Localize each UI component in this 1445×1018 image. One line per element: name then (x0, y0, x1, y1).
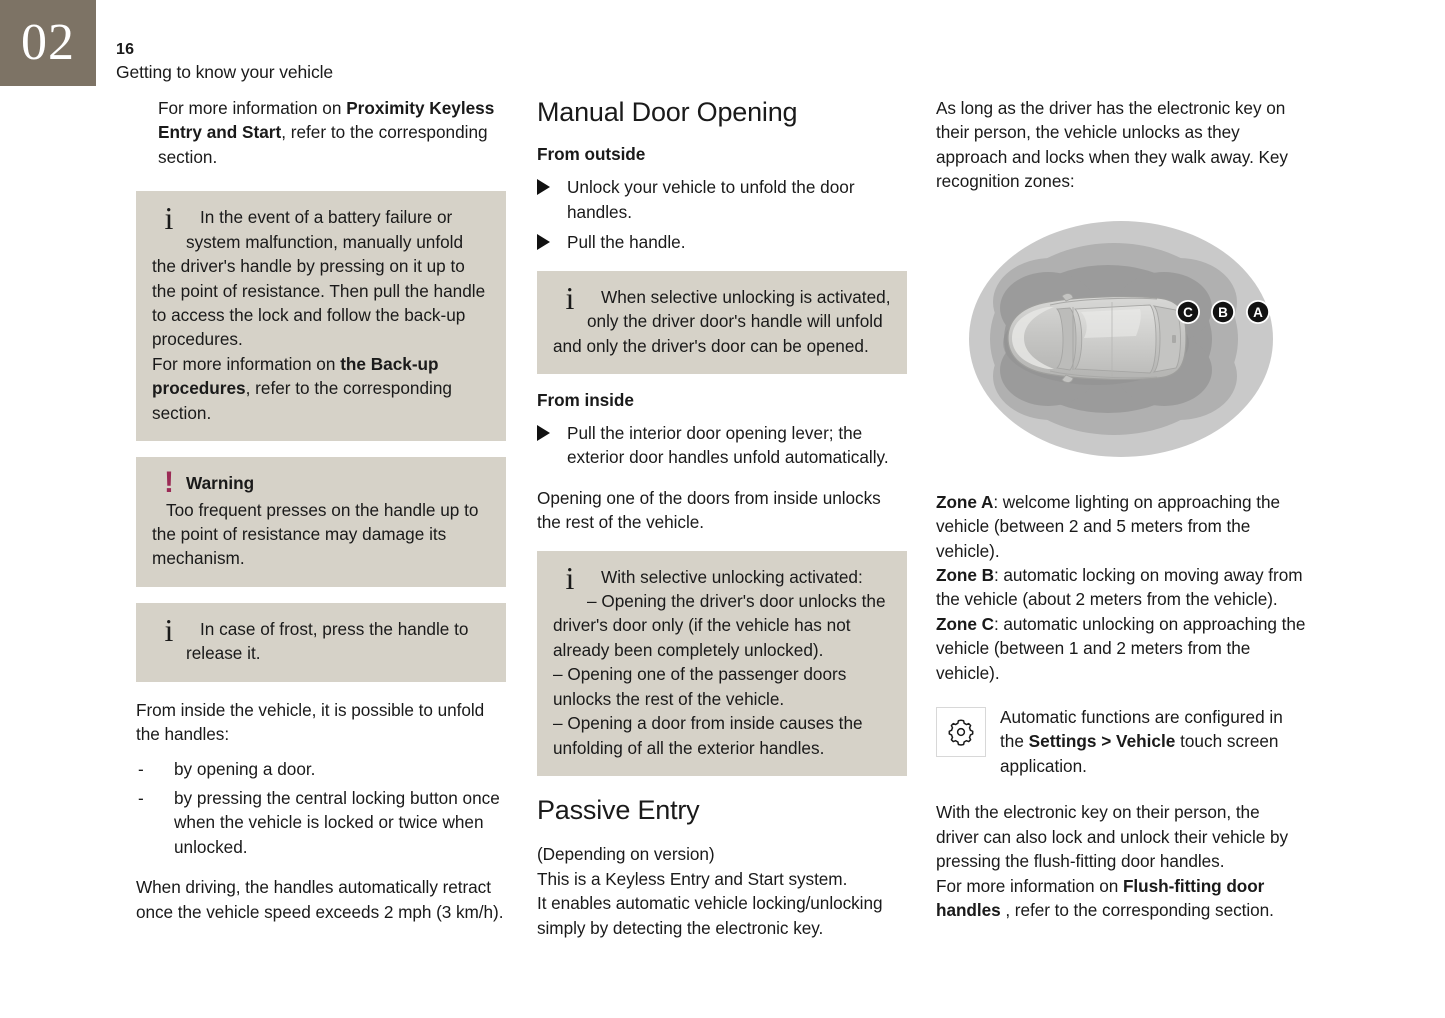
closing-text-2-prefix: For more information on (936, 875, 1123, 896)
settings-tip (936, 705, 1306, 778)
unfold-methods-list (136, 757, 506, 860)
info-callout-text-2-prefix: For more information on (152, 353, 341, 374)
info-callout-frost (136, 603, 506, 682)
vehicle-illustration (1003, 293, 1189, 384)
info-callout-frost-body: In case of frost, press the handle to release it. (186, 618, 469, 664)
closing-paragraph-left: When driving, the handles automatically retract once the vehicle speed exceeds 2 mph (3 km/h). (136, 877, 504, 922)
info-callout-text-2-bold: the Back-up procedures (152, 353, 439, 399)
info-callout-body (152, 200, 490, 425)
list-item (136, 757, 506, 781)
closing-text-2-bold: Flush-fitting door handles (936, 875, 1265, 921)
subheading-from-inside: From inside (537, 389, 634, 410)
intro-paragraph (136, 96, 506, 169)
passive-entry-line-3: It enables automatic vehicle locking/unlocking simply by detecting the electronic key. (537, 893, 883, 938)
zone-c-text: : automatic unlocking on approaching the vehicle (between 1 and 2 meters from the vehicle). (936, 613, 1306, 683)
from-inside-paragraph: Opening one of the doors from inside unlocks the rest of the vehicle. (537, 487, 881, 533)
from-inside-steps (537, 421, 907, 470)
zone-descriptions (936, 490, 1306, 685)
triangle-bullet-icon (537, 179, 550, 195)
info-callout-inside-body (553, 559, 891, 760)
list-item (537, 421, 907, 470)
settings-tip-suffix: touch screen application. (1000, 731, 1279, 776)
unfold-intro-paragraph: From inside the vehicle, it is possible to unfold the handles: (136, 699, 485, 745)
info-callout-selective-unlocking-inside (537, 551, 907, 776)
dash-bullet: - (138, 758, 144, 779)
info-icon: i (565, 279, 575, 316)
key-recognition-zones-diagram (936, 210, 1306, 468)
info-callout-text-1: In the event of a battery failure or system malfunction, manually unfold the driver's handle by pressing on it up to the point of resistance. Then pull the handle to access the lock and follow the back-up procedures. (152, 207, 486, 350)
list-item (537, 230, 907, 254)
page-header (116, 40, 536, 85)
warning-title: Warning (186, 473, 255, 494)
warning-exclamation-icon: ! (164, 466, 174, 500)
closing-text-2-suffix: , refer to the corresponding section. (1000, 900, 1274, 921)
zone-badge-c (1176, 300, 1200, 324)
intro-bold: Proximity Keyless Entry and Start (158, 98, 495, 143)
middle-column (537, 96, 907, 956)
settings-tip-bold: Settings > Vehicle (1028, 731, 1176, 752)
triangle-bullet-icon (537, 234, 550, 250)
zone-c-label: Zone C (936, 613, 994, 634)
gear-icon-box (936, 707, 986, 757)
info-icon: i (565, 559, 575, 596)
passive-entry-line-1: (Depending on version) (537, 844, 715, 865)
settings-tip-prefix: Automatic functions are configured in the (1000, 707, 1283, 752)
zone-b-label: Zone B (936, 564, 994, 585)
settings-tip-text (1000, 705, 1306, 778)
info-callout-text-2-suffix: , refer to the corresponding section. (152, 378, 452, 423)
info-callout-selective-unlocking-outside (537, 271, 907, 374)
info-inside-line-1: – Opening the driver's door unlocks the driver's door only (if the vehicle has not already been completely unlocked). (553, 591, 886, 660)
zone-b-text: : automatic locking on moving away from the vehicle (about 2 meters from the vehicle). (936, 564, 1303, 610)
from-outside-steps (537, 175, 907, 254)
passive-entry-line-2: This is a Keyless Entry and Start system. (537, 868, 848, 889)
intro-prefix: For more information on (158, 98, 347, 118)
chapter-number-tab (0, 0, 96, 86)
info-callout-outside-body: When selective unlocking is activated, only the driver door's handle will unfold and only the driver's door can be opened. (553, 286, 891, 356)
info-callout-battery-failure (136, 191, 506, 441)
list-item-label: Pull the interior door opening lever; the exterior door handles unfold automatically. (567, 422, 889, 468)
closing-text-1: With the electronic key on their person, the driver can also lock and unlock their vehicle by pressing the flush-fitting door handles. (936, 802, 1289, 872)
list-item-label: Pull the handle. (567, 232, 686, 253)
list-item (136, 786, 506, 859)
warning-callout (136, 457, 506, 587)
page-number: 16 (116, 41, 135, 58)
section-title-manual-door-opening: Manual Door Opening (537, 97, 798, 127)
intro-suffix: , refer to the corresponding section. (158, 122, 488, 167)
passive-entry-paragraph (537, 842, 907, 940)
zone-badge-b (1211, 300, 1235, 324)
right-intro-paragraph: As long as the driver has the electronic key on their person, the vehicle unlocks as they approach and locks when they walk away. Key recognition zones: (936, 98, 1288, 192)
info-icon: i (164, 611, 174, 648)
closing-paragraph-right (936, 800, 1306, 922)
section-title-passive-entry: Passive Entry (537, 794, 700, 825)
info-inside-intro: With selective unlocking activated: (601, 566, 863, 587)
triangle-bullet-icon (537, 425, 550, 441)
zone-badge-a (1246, 300, 1270, 324)
info-inside-line-3: – Opening a door from inside causes the unfolding of all the exterior handles. (553, 713, 863, 758)
svg-text:C: C (1183, 304, 1193, 320)
zone-a-label: Zone A (936, 491, 994, 512)
right-column (936, 96, 1306, 938)
warning-callout-body (152, 466, 490, 571)
zone-a-text: : welcome lighting on approaching the vehicle (between 2 and 5 meters from the vehicle). (936, 491, 1281, 561)
gear-icon (946, 717, 976, 747)
chapter-number-label: 02 (21, 14, 75, 71)
page-section-title: Getting to know your vehicle (116, 62, 334, 82)
list-item-label: by opening a door. (174, 758, 316, 779)
dash-bullet: - (138, 787, 144, 808)
list-item-label: Unlock your vehicle to unfold the door handles. (567, 177, 855, 222)
left-column (136, 96, 506, 940)
info-inside-line-2: – Opening one of the passenger doors unlocks the rest of the vehicle. (553, 664, 847, 709)
zone-badges (1176, 300, 1270, 324)
list-item-label: by pressing the central locking button once when the vehicle is locked or twice when unlocked. (174, 787, 500, 857)
zones-svg (936, 210, 1306, 468)
info-icon: i (164, 200, 174, 237)
svg-text:A: A (1253, 304, 1263, 320)
subheading-from-outside: From outside (537, 144, 646, 165)
warning-text: Too frequent presses on the handle up to the point of resistance may damage its mechanism. (152, 499, 479, 569)
svg-text:B: B (1218, 304, 1228, 320)
list-item (537, 175, 907, 224)
